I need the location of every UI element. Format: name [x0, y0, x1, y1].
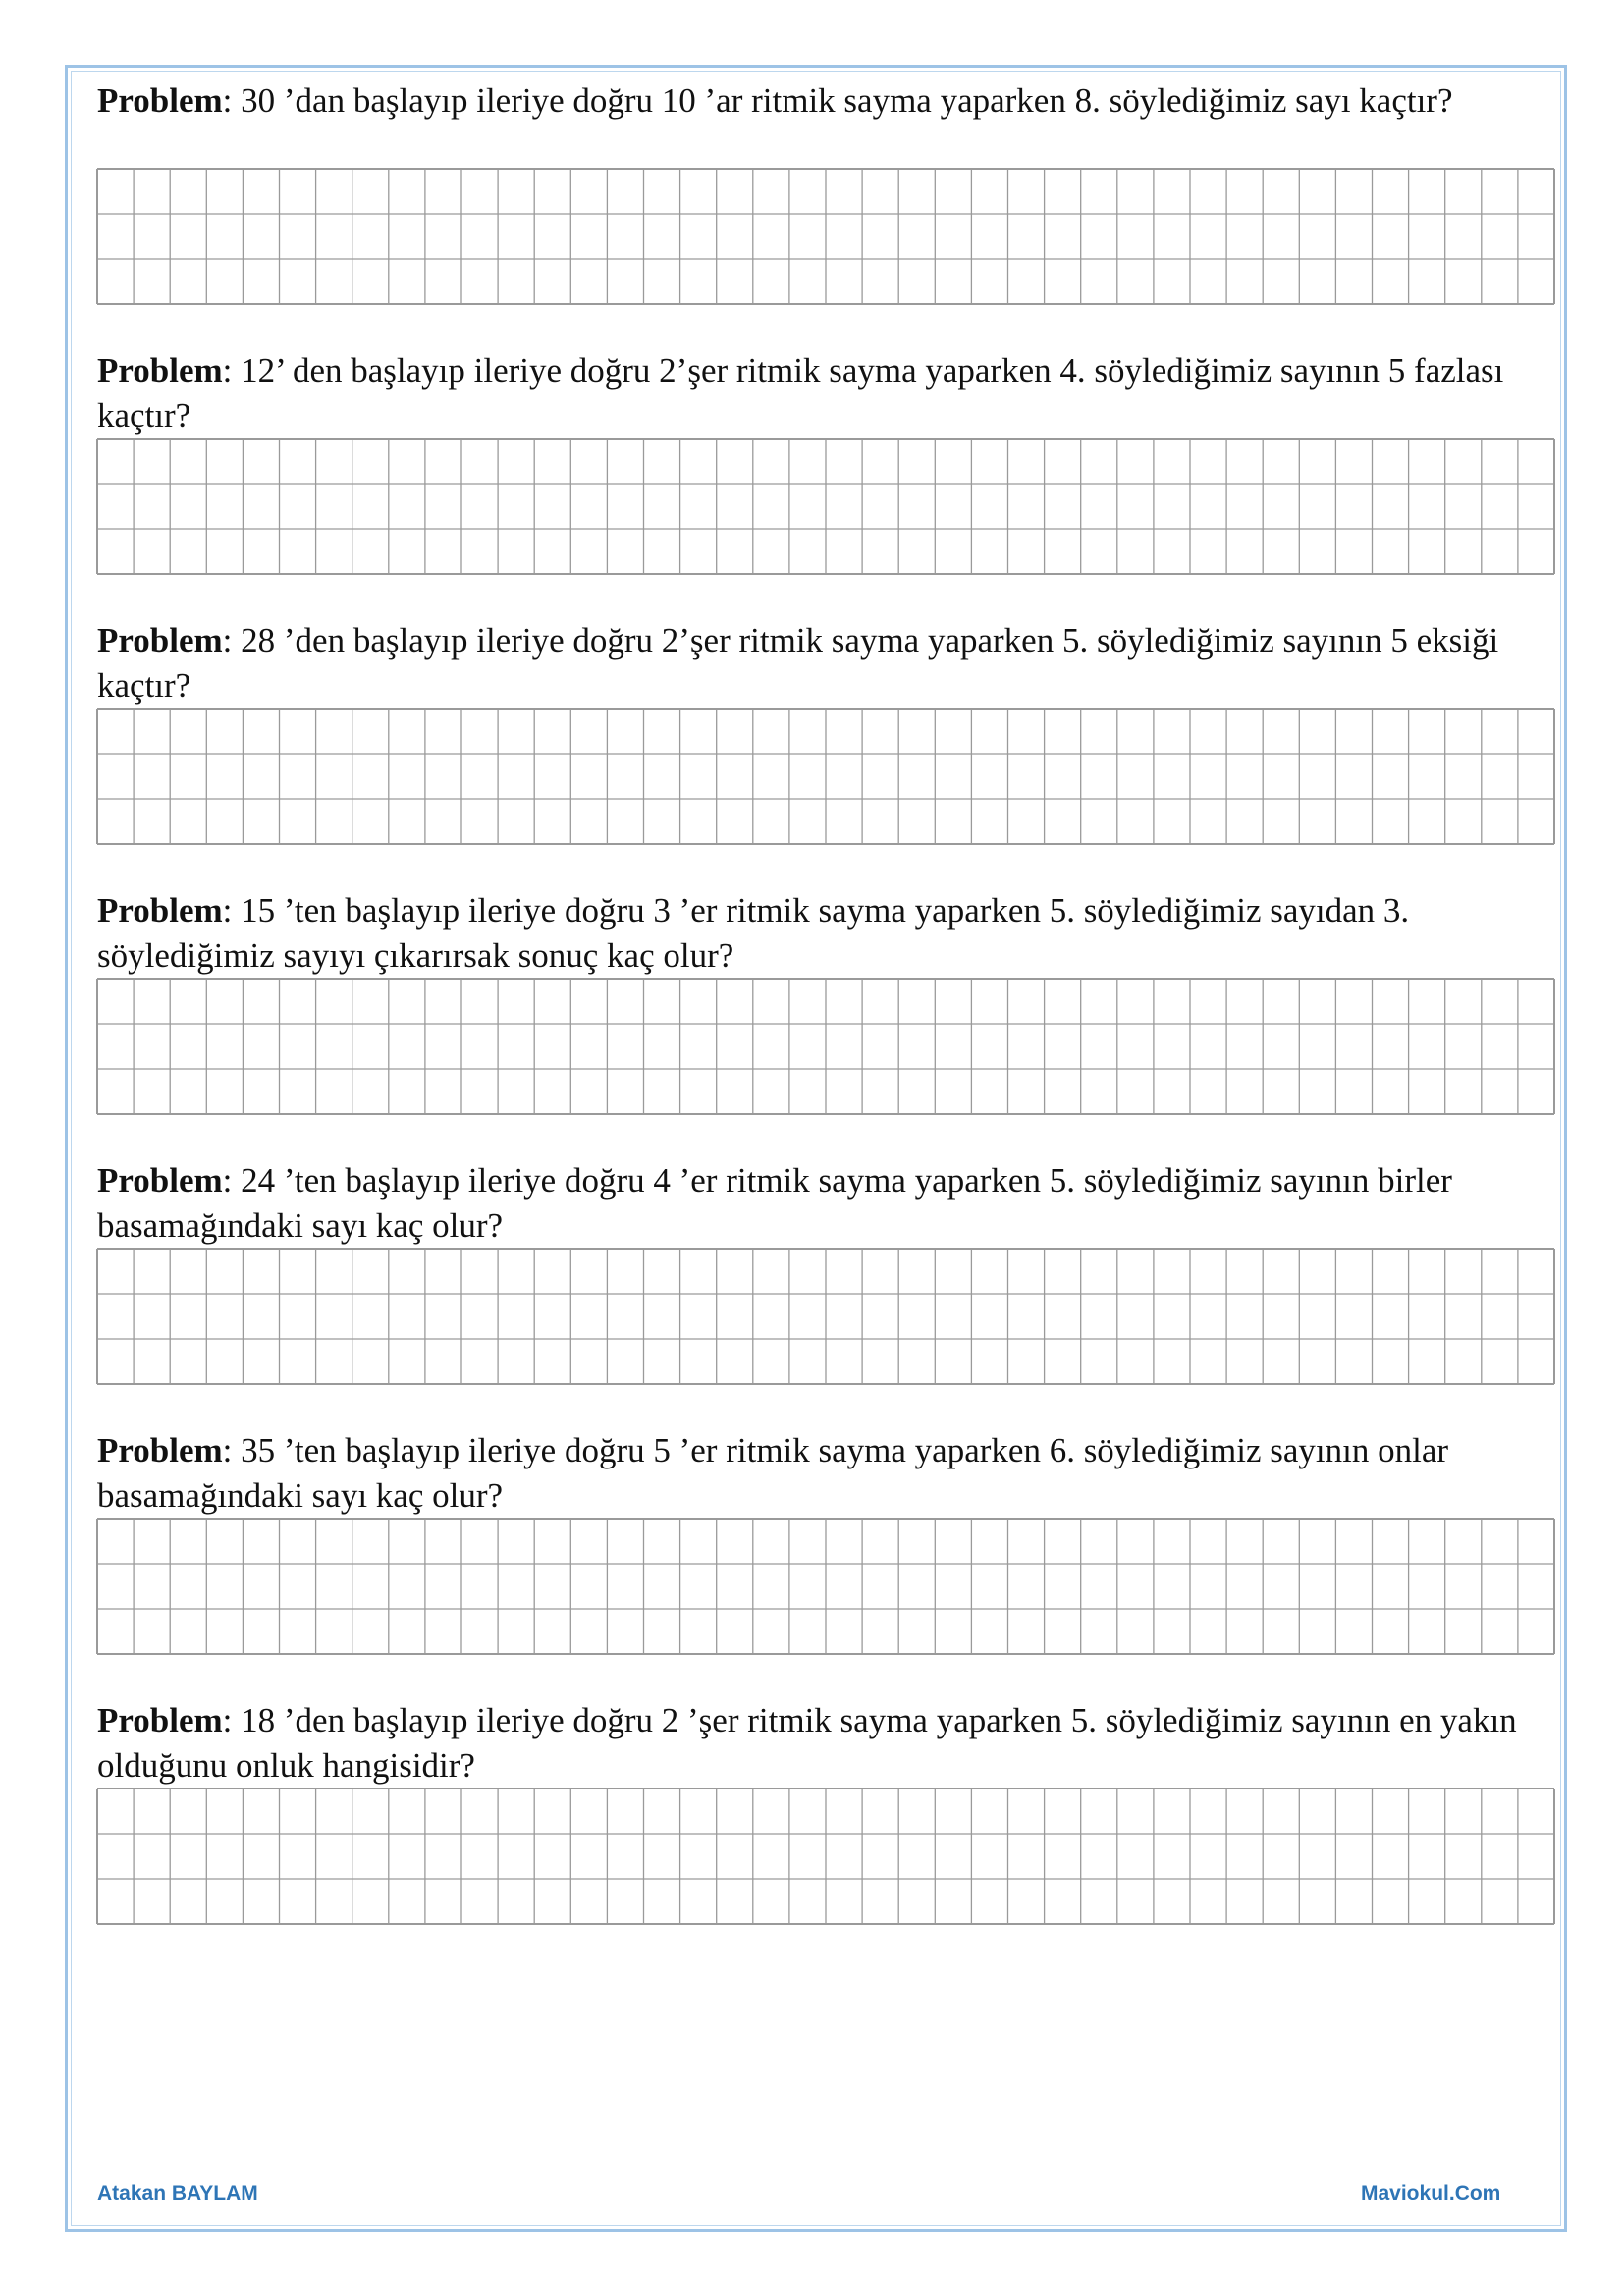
problem-label: Problem [97, 81, 223, 120]
problem-label: Problem [97, 1701, 223, 1739]
problem-label: Problem [97, 621, 223, 660]
answer-grid-1 [97, 169, 1554, 304]
problem-label: Problem [97, 891, 223, 930]
footer-author: Atakan BAYLAM [97, 2182, 258, 2205]
problem-body: : 28 ’den başlayıp ileriye doğru 2’şer ritmik sayma yaparken 5. söylediğimiz sayının 5 eksiği kaçtır? [97, 621, 1499, 705]
problem-body: : 35 ’ten başlayıp ileriye doğru 5 ’er ritmik sayma yaparken 6. söylediğimiz sayının onlar basamağındaki sayı kaç olur? [97, 1431, 1449, 1515]
problem-body: : 24 ’ten başlayıp ileriye doğru 4 ’er ritmik sayma yaparken 5. söylediğimiz sayının birler basamağındaki sayı kaç olur? [97, 1161, 1452, 1245]
answer-grid-2 [97, 439, 1554, 574]
answer-grid-5 [97, 1249, 1554, 1384]
problem-label: Problem [97, 351, 223, 390]
problem-label: Problem [97, 1431, 223, 1469]
problem-body: : 18 ’den başlayıp ileriye doğru 2 ’şer ritmik sayma yaparken 5. söylediğimiz sayının en yakın olduğunu onluk hangisidir? [97, 1701, 1517, 1785]
problem-body: : 15 ’ten başlayıp ileriye doğru 3 ’er ritmik sayma yaparken 5. söylediğimiz sayıdan 3. söylediğimiz sayıyı çıkarırsak sonuç kaç olur? [97, 891, 1410, 975]
problem-label: Problem [97, 1161, 223, 1200]
footer-site: Maviokul.Com [1361, 2182, 1501, 2205]
answer-grid-7 [97, 1789, 1554, 1924]
problem-body: : 30 ’dan başlayıp ileriye doğru 10 ’ar ritmik sayma yaparken 8. söylediğimiz sayı kaçtır? [222, 81, 1453, 120]
answer-grid-3 [97, 709, 1554, 844]
answer-grid-4 [97, 979, 1554, 1114]
answer-grid-6 [97, 1519, 1554, 1654]
problem-body: : 12’ den başlayıp ileriye doğru 2’şer ritmik sayma yaparken 4. söylediğimiz sayının 5 fazlası kaçtır? [97, 351, 1504, 435]
